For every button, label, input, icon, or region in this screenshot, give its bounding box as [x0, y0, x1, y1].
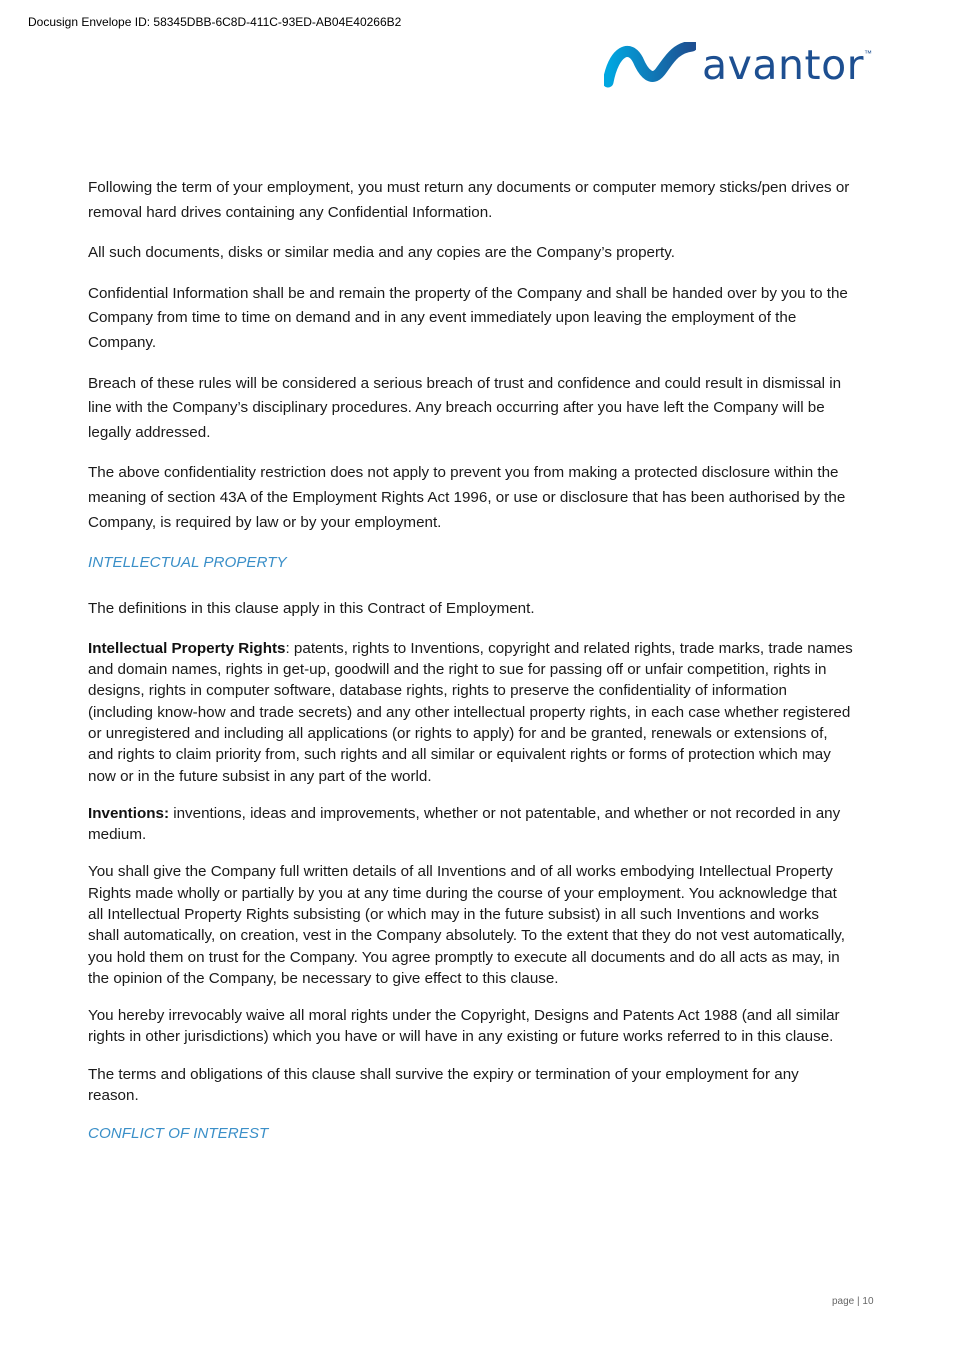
paragraph-written-details: You shall give the Company full written details of all Inventions and of all works embodying Intellectual Property Rights made wholly or partially by you at any time during the course of your employment. You acknowledge that all Intellectual Property Rights subsisting (or which may in the future subsist) in all such Inventions and works shall automatically, on creation, vest in the Company absolutely. To the extent that they do not vest automatically, you hold them on trust for the Company. You agree promptly to execute all documents and do all acts as may, in the opinion of the Company, be necessary to give effect to this clause. — [88, 863, 845, 987]
paragraph-return-documents: Following the term of your employment, you must return any documents or computer memory sticks/pen drives or removal hard drives containing any Confidential Information. — [88, 179, 850, 221]
document-body — [88, 176, 853, 1168]
paragraph-definitions-intro: The definitions in this clause apply in this Contract of Employment. — [88, 600, 535, 618]
term-inventions: Inventions: — [88, 804, 170, 822]
paragraph-company-property: All such documents, disks or similar media and any copies are the Company’s property. — [88, 244, 675, 262]
docusign-envelope-id: Docusign Envelope ID: 58345DBB-6C8D-411C-93ED-AB04E40266B2 — [28, 15, 402, 29]
avantor-logo — [604, 40, 872, 90]
heading-intellectual-property: INTELLECTUAL PROPERTY — [88, 554, 287, 572]
paragraph-confidential-information: Confidential Information shall be and remain the property of the Company and shall be handed over by you to the Company from time to time on demand and in any event immediately upon leaving the employment of the Company. — [88, 284, 848, 351]
paragraph-moral-rights: You hereby irrevocably waive all moral rights under the Copyright, Designs and Patents Act 1988 (and all similar rights in other jurisdictions) which you have or will have in any existing or future works referred to in this clause. — [88, 1007, 840, 1046]
paragraph-survival: The terms and obligations of this clause shall survive the expiry or termination of your employment for any reason. — [88, 1065, 799, 1105]
definition-inventions — [88, 803, 853, 846]
logo-trademark: ™ — [864, 49, 873, 58]
avantor-logo-mark-icon — [604, 42, 696, 88]
heading-conflict-of-interest: CONFLICT OF INTEREST — [88, 1125, 269, 1143]
definition-ipr-text: : patents, rights to Inventions, copyright and related rights, trade marks, trade names and domain names, rights in get-up, goodwill and the right to sue for passing off or unfair competition, rights in designs, rights in computer software, database rights, rights to preserve the confidentiality of information (including know-how and trade secrets) and any other intellectual property rights, in each case whether registered or unregistered and including all applications (or rights to apply) for and be granted, renewals or extensions of, and rights to claim priority from, such rights and all similar or equivalent rights or forms of protection which may now or in the future subsist in any part of the world. — [88, 639, 853, 785]
page-number: page | 10 — [832, 1296, 874, 1307]
paragraph-breach: Breach of these rules will be considered a serious breach of trust and confidence and could result in dismissal in line with the Company’s disciplinary procedures. Any breach occurring after you have left the Company will be legally addressed. — [88, 374, 842, 441]
term-ipr: Intellectual Property Rights — [88, 639, 286, 657]
logo-wordmark: avantor — [702, 40, 865, 89]
definition-inventions-text: inventions, ideas and improvements, whether or not patentable, and whether or not recorded in any medium. — [88, 804, 841, 844]
definition-intellectual-property-rights — [88, 638, 853, 787]
paragraph-protected-disclosure: The above confidentiality restriction does not apply to prevent you from making a protected disclosure within the meaning of section 43A of the Employment Rights Act 1996, or use or disclosure that has been authorised by the Company, is required by law or by your employment. — [88, 464, 846, 531]
